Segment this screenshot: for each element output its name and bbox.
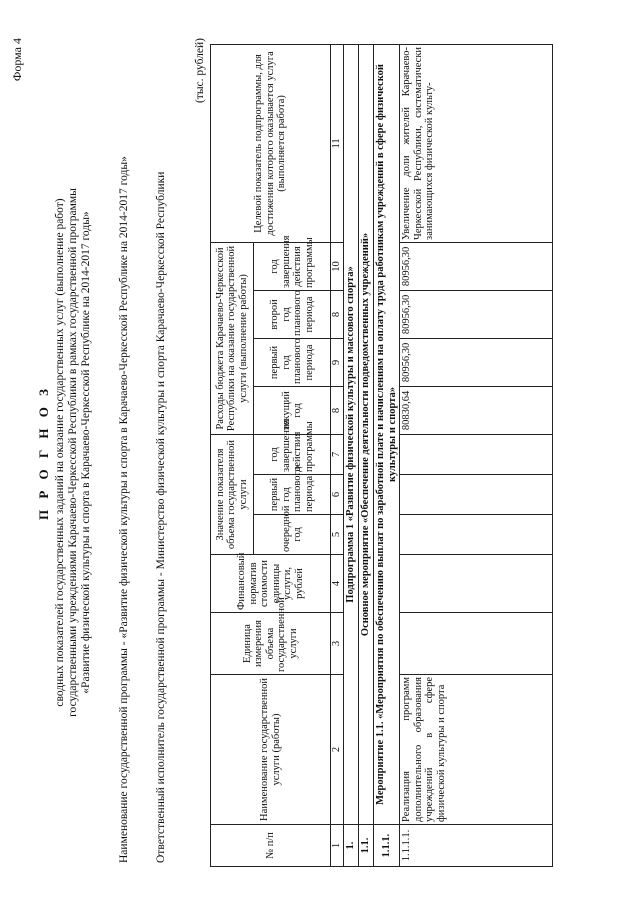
header-exp-second: второй год планового периода — [254, 290, 331, 338]
col-number: 11 — [331, 44, 344, 242]
header-norm-cost: Финансовый норматив стоимости единицы услуги, рублей — [211, 555, 331, 613]
header-exp-first: первый год планового периода — [254, 338, 331, 386]
col-number: 5 — [331, 515, 344, 555]
row-exp-first: 80956,30 — [400, 338, 553, 386]
unit-note: (тыс. рублей) — [194, 38, 206, 104]
header-target: Целевой показатель подпрограммы, для достижения которого оказывается услуга (выполняется работа) — [211, 44, 331, 242]
header-volume-group: Значение показателя объема государственной услуги — [211, 434, 254, 554]
col-number: 9 — [331, 338, 344, 386]
header-expense-group: Расходы бюджета Карачаево-Черкесской Республики на оказание государственной услуги (выполнение работы) — [211, 242, 254, 434]
section-row-activity — [374, 44, 400, 866]
subtitle-line: сводных показателей государственных заданий на оказание государственных услуг (выполнение работ) — [54, 198, 66, 707]
section-row-subprogram — [344, 44, 359, 866]
form-label: Форма 4 — [10, 38, 24, 82]
header-unit: Единица измерения объема государственной услуги — [211, 613, 331, 675]
col-number: 8 — [331, 290, 344, 338]
col-number: 2 — [331, 675, 344, 825]
header-volume-next: очередной год — [254, 515, 331, 555]
row-exp-end: 80956,30 — [400, 242, 553, 290]
subtitle-line: государственными учреждениями Карачаево-Черкесской Республики в рамках государственной программы — [67, 188, 79, 717]
executor-line: Ответственный исполнитель государственной программы - Министерство физической культуры и спорта Карачаево-Черкесской Республики — [155, 171, 167, 863]
header-exp-current: текущий год — [254, 386, 331, 434]
col-number: 1 — [331, 825, 344, 867]
section-num: 1.1. — [359, 825, 374, 867]
forecast-table — [210, 44, 553, 867]
subtitle-line: «Развитие физической культуры и спорта в Карачаево-Черкесской Республике на 2014-2017 годы» — [80, 211, 92, 694]
row-vol-end — [400, 434, 553, 474]
table-row — [400, 44, 553, 866]
header-row — [211, 44, 254, 866]
document-subtitle — [54, 100, 93, 805]
header-volume-end: год завершения действия программы — [254, 434, 331, 474]
header-exp-end: год завершения действия программы — [254, 242, 331, 290]
row-unit — [400, 613, 553, 675]
row-exp-second: 80956,30 — [400, 290, 553, 338]
row-service-name: Реализация программ дополнительного образования учреждений в сфере физической культуры и спорта — [400, 675, 553, 825]
program-name-line: Наименование государственной программы - «Развитие физической культуры и спорта в Карачаево-Черкесской Республике на 2014-2017 годы» — [118, 156, 130, 863]
col-number: 4 — [331, 555, 344, 613]
row-norm — [400, 555, 553, 613]
row-vol-first — [400, 475, 553, 515]
row-exp-current: 80830,64 — [400, 386, 553, 434]
section-num: 1.1.1. — [374, 825, 400, 867]
section-title: Основное мероприятие «Обеспечение деятельности подведомственных учреждений» — [359, 44, 374, 824]
header-service-name: Наименование государственной услуги (работы) — [211, 675, 331, 825]
col-number: 7 — [331, 434, 344, 474]
col-number: 3 — [331, 613, 344, 675]
header-volume-first: первый год планового периода — [254, 475, 331, 515]
document-title: П Р О Г Н О З — [36, 384, 51, 521]
section-title: Подпрограмма 1 «Развитие физической культуры и массового спорта» — [344, 44, 359, 824]
section-row-main-activity — [359, 44, 374, 866]
row-target: Увеличение доли жителей Карачаево-Черкесской Республики, систематически занимающихся физической культу- — [400, 44, 553, 242]
col-number: 6 — [331, 475, 344, 515]
section-title: Мероприятие 1.1. «Мероприятия по обеспечению выплат по заработной плате и начислениям на оплату труда работникам учреждений в сфере физической культуры и спорта» — [374, 44, 400, 824]
col-number: 8 — [331, 386, 344, 434]
section-num: 1. — [344, 825, 359, 867]
header-num: № п/п — [211, 825, 331, 867]
row-num: 1.1.1.1. — [400, 825, 553, 867]
row-vol-next — [400, 515, 553, 555]
col-number: 10 — [331, 242, 344, 290]
column-number-row — [331, 44, 344, 866]
